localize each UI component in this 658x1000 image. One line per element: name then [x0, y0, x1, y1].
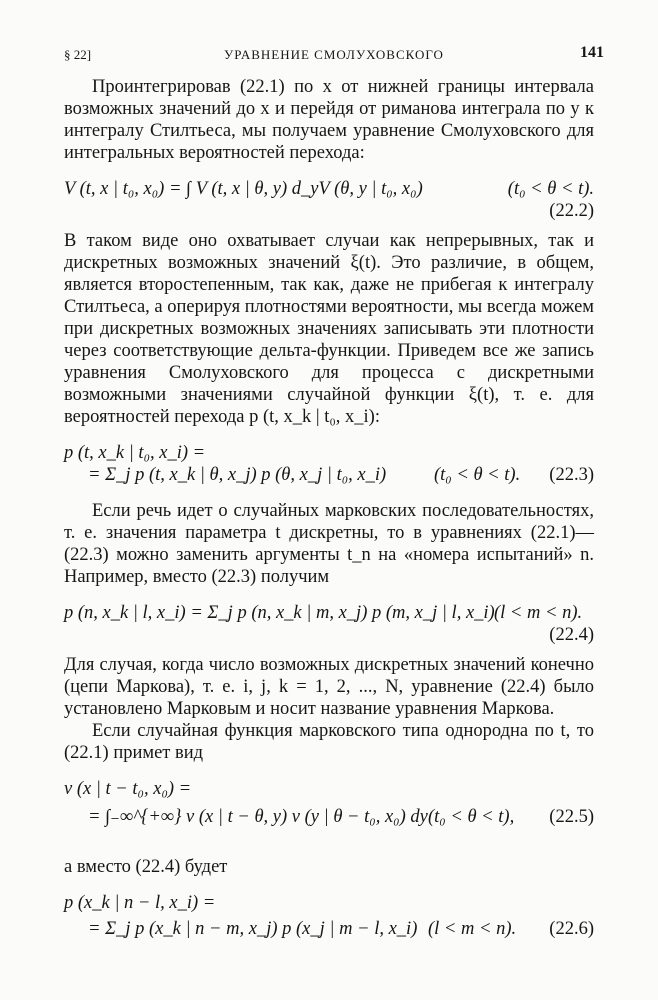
equation-22-2 — [64, 178, 594, 200]
equation-22-6-line-1: p (x_k | n − l, x_i) = — [64, 893, 216, 913]
equation-22-5-condition: (t₀ < θ < t), — [428, 807, 515, 827]
page-number: 141 — [580, 44, 604, 61]
equation-22-4-body: p (n, x_k | l, x_i) = Σ_j p (n, x_k | m, x_j) p (m, x_j | l, x_i) — [64, 603, 495, 623]
equation-22-5-line-1: v (x | t − t₀, x₀) = — [64, 779, 192, 799]
equation-22-6-line-2 — [64, 918, 594, 940]
paragraph-5: Если случайная функция марковского типа однородна по t, то (22.1) примет вид — [64, 721, 594, 763]
paragraph-1: Проинтегрировав (22.1) по x от нижней границы интервала возможных значений до x и перейдя от риманова интеграла по y к интегралу Стилтьеса, мы получаем уравнение Смолуховского для интегральных вероятностей перехода: — [64, 77, 594, 163]
equation-22-2-condition: (t₀ < θ < t). — [507, 179, 594, 199]
equation-22-3-body: = Σ_j p (t, x_k | θ, x_j) p (θ, x_j | t₀, x_i) — [88, 465, 387, 485]
equation-22-5-body: = ∫₋∞^{+∞} v (x | t − θ, y) v (y | θ − t₀, x₀) dy — [88, 807, 428, 827]
paragraph-3: Если речь идет о случайных марковских последовательностях, т. е. значения параметра t дискретны, то в уравнениях (22.1)—(22.3) можно заменить аргументы t_n на «номера испытаний» n. Например, вместо (22.3) получим — [64, 501, 594, 587]
equation-22-5-number: (22.5) — [549, 807, 594, 827]
section-mark: § 22] — [64, 47, 92, 62]
page-header — [64, 38, 604, 66]
equation-22-3-line-2 — [64, 464, 594, 486]
equation-22-4 — [64, 602, 594, 624]
equation-22-3-condition: (t₀ < θ < t). — [434, 465, 521, 485]
equation-22-2-body: V (t, x | t₀, x₀) = ∫ V (t, x | θ, y) d_yV (θ, y | t₀, x₀) — [64, 179, 423, 199]
equation-22-4-condition: (l < m < n). — [494, 603, 583, 623]
paragraph-6: а вместо (22.4) будет — [64, 857, 228, 877]
equation-22-6-number: (22.6) — [549, 919, 594, 939]
running-title: УРАВНЕНИЕ СМОЛУХОВСКОГО — [224, 47, 444, 62]
paragraph-4: Для случая, когда число возможных дискретных значений конечно (цепи Маркова), т. е. i, j, k = 1, 2, ..., N, уравнение (22.4) было установлено Марковым и носит название уравнения Маркова. — [64, 655, 594, 719]
paragraph-2: В таком виде оно охватывает случаи как непрерывных, так и дискретных возможных значений ξ(t). Это различие, в общем, является второстепенным, так как, даже не прибегая к интегралу Стилтьеса, а оперируя плотностями вероятности, мы всегда можем при дискретных возможных значениях записывать эти плотности через соответствующие дельта-функции. Приведем все же запись уравнения Смолуховского для процесса с дискретными возможными значениями случайной функции ξ(t), т. е. для вероятностей перехода p (t, x_k | t₀, x_i): — [64, 231, 594, 427]
equation-22-3-number: (22.3) — [549, 465, 594, 485]
equation-22-6-body: = Σ_j p (x_k | n − m, x_j) p (x_j | m − l, x_i) — [88, 919, 418, 939]
equation-22-3-line-1: p (t, x_k | t₀, x_i) = — [64, 443, 206, 463]
equation-22-6-condition: (l < m < n). — [428, 919, 517, 939]
equation-22-2-number: (22.2) — [549, 201, 594, 221]
equation-22-4-number: (22.4) — [549, 625, 594, 645]
page-body — [64, 76, 594, 940]
equation-22-5-line-2 — [64, 806, 594, 828]
